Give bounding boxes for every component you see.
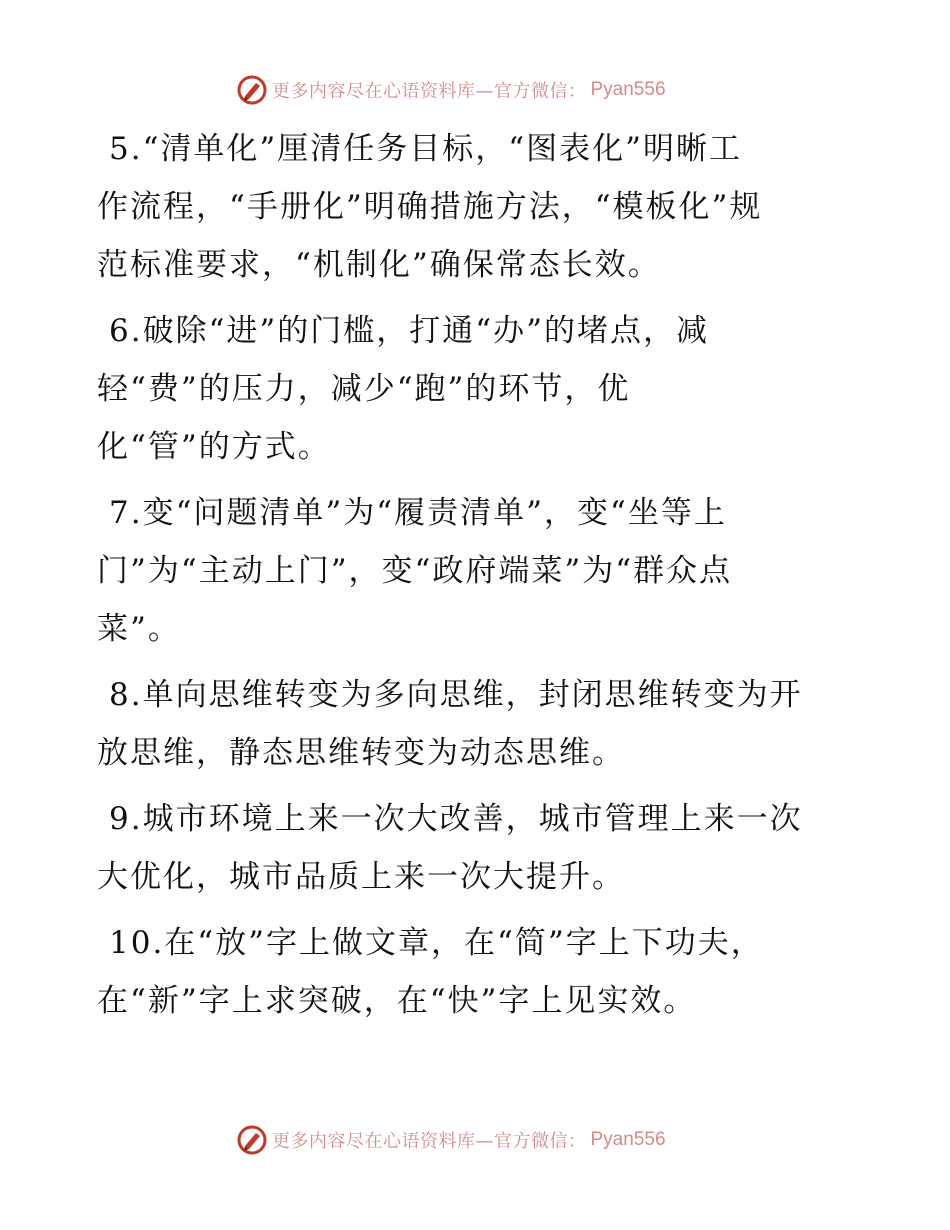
text-line: 作流程，“手册化”明确措施方法，“模板化”规 (97, 189, 763, 225)
paragraph-5 (97, 120, 857, 294)
text-line: 9.城市环境上来一次大改善，城市管理上来一次 (109, 801, 803, 837)
paragraph-8 (97, 666, 857, 782)
text-line: 在“新”字上求突破，在“快”字上见实效。 (97, 983, 697, 1019)
watermark-wechat-id: Pyan556 (590, 79, 666, 100)
pen-logo-icon (236, 1124, 268, 1156)
footer-watermark (236, 1122, 716, 1158)
text-line: 门”为“主动上门”，变“政府端菜”为“群众点 (97, 553, 733, 589)
text-line: 范标准要求，“机制化”确保常态长效。 (97, 247, 661, 283)
watermark-text: 更多内容尽在心语资料库—官方微信： (272, 81, 587, 102)
pen-logo-icon (236, 74, 268, 106)
text-line: 菜”。 (97, 611, 181, 647)
text-line: 轻“费”的压力，减少“跑”的环节，优 (97, 371, 631, 407)
text-line: 7.变“问题清单”为“履责清单”，变“坐等上 (109, 495, 727, 531)
paragraph-7 (97, 484, 857, 658)
text-line: 6.破除“进”的门槛，打通“办”的堵点，减 (109, 313, 709, 349)
document-body (97, 120, 857, 1038)
text-line: 8.单向思维转变为多向思维，封闭思维转变为开 (109, 677, 803, 713)
watermark-wechat-id: Pyan556 (590, 1129, 666, 1150)
text-line: 10.在“放”字上做文章，在“简”字上下功夫， (109, 925, 764, 961)
text-line: 放思维，静态思维转变为动态思维。 (97, 735, 625, 771)
paragraph-9 (97, 790, 857, 906)
text-line: 5.“清单化”厘清任务目标，“图表化”明晰工 (109, 131, 742, 167)
paragraph-6 (97, 302, 857, 476)
watermark-text: 更多内容尽在心语资料库—官方微信： (272, 1131, 587, 1152)
text-line: 化“管”的方式。 (97, 429, 331, 465)
paragraph-10 (97, 914, 857, 1030)
header-watermark (236, 72, 716, 108)
text-line: 大优化，城市品质上来一次大提升。 (97, 859, 625, 895)
